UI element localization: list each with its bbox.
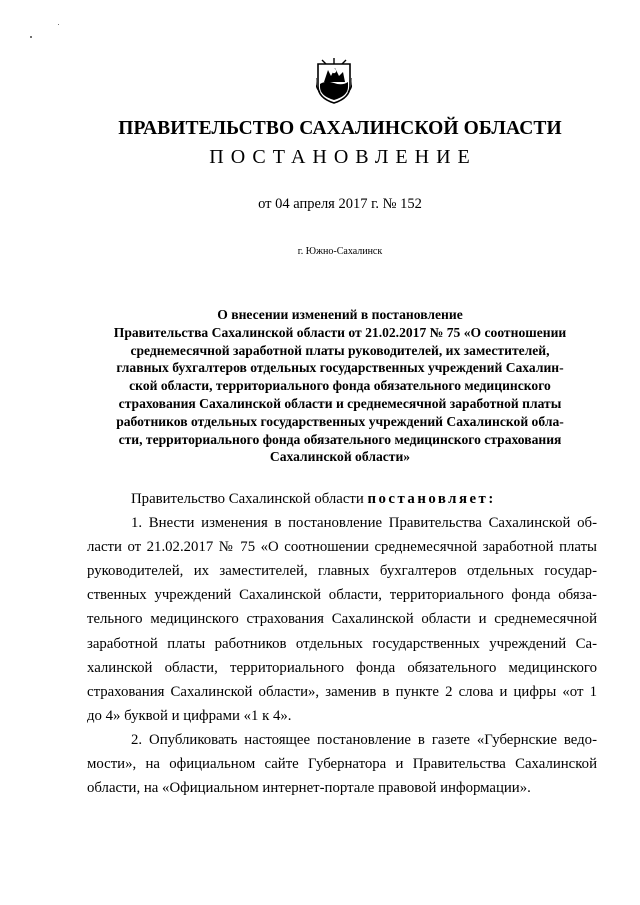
- subject-line: главных бухгалтеров отдельных государственных учреждений Сахалин-: [116, 360, 564, 376]
- intro-text: Правительство Сахалинской области: [131, 491, 368, 507]
- subject-line: страхования Сахалинской области и среднемесячной заработной платы: [118, 395, 562, 411]
- body-line: ласти от 21.02.2017 № 75 «О соотношении среднемесячной заработной платы: [87, 539, 597, 556]
- subject-line: сти, территориального фонда обязательного медицинского страхования: [118, 431, 562, 447]
- body-line: 1. Внести изменения в постановление Правительства Сахалинской об-: [131, 515, 597, 532]
- subject-line: Сахалинской области»: [269, 449, 411, 465]
- scan-speck: [30, 36, 32, 38]
- subject-line: ской области, территориального фонда обязательного медицинского: [129, 378, 551, 394]
- document-type-title: ПОСТАНОВЛЕНИЕ: [209, 146, 477, 168]
- body-line: ственных учреждений Сахалинской области, территориального фонда обяза-: [87, 587, 597, 604]
- decree-body: [87, 487, 597, 800]
- scan-speck: [58, 24, 59, 25]
- body-line: халинской области, территориального фонда обязательного медицинского: [87, 659, 597, 676]
- body-line: тельного медицинского страхования Сахалинской области и среднемесячной: [87, 611, 597, 628]
- subject-line: О внесении изменений в постановление: [217, 307, 463, 322]
- coat-of-arms-icon: [316, 58, 352, 104]
- decree-date-number: от 04 апреля 2017 г. № 152: [258, 196, 422, 212]
- government-title: ПРАВИТЕЛЬСТВО САХАЛИНСКОЙ ОБЛАСТИ: [118, 118, 562, 139]
- body-line: руководителей, их заместителей, главных бухгалтеров отдельных государ-: [87, 563, 597, 580]
- decree-subject: [85, 306, 595, 466]
- body-line: до 4» буквой и цифрами «1 к 4».: [87, 707, 292, 724]
- intro-paragraph: [87, 487, 597, 511]
- body-line: 2. Опубликовать настоящее постановление в газете «Губернские ведо-: [131, 731, 597, 748]
- body-line: области, на «Официальном интернет-портале правовой информации».: [87, 780, 531, 797]
- body-line: заработной платы работников отдельных государственных учреждений Са-: [87, 635, 597, 652]
- subject-line: среднемесячной заработной платы руководителей, их заместителей,: [130, 342, 550, 358]
- item-1-paragraph: [87, 511, 597, 728]
- city-name: г. Южно-Сахалинск: [297, 246, 383, 257]
- subject-line: работников отдельных государственных учреждений Сахалинской обла-: [116, 413, 564, 429]
- item-2-paragraph: [87, 728, 597, 800]
- subject-line: Правительства Сахалинской области от 21.02.2017 № 75 «О соотношении: [113, 324, 567, 340]
- body-line: мости», на официальном сайте Губернатора и Правительства Сахалинской: [87, 756, 597, 773]
- intro-spaced-verb: постановляет:: [367, 491, 496, 507]
- body-line: страхования Сахалинской области», заменив в пункте 2 слова и цифры «от 1: [87, 683, 597, 700]
